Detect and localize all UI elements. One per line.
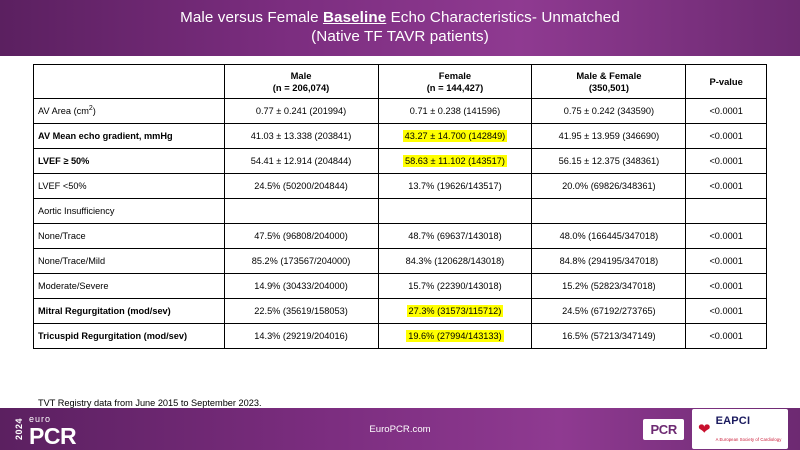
footer-website: EuroPCR.com (369, 423, 431, 435)
highlighted-value: 58.63 ± 11.102 (143517) (405, 155, 505, 166)
table-row (34, 249, 767, 274)
cell-pvalue: <0.0001 (686, 299, 767, 324)
row-label-tail: ) (92, 106, 96, 117)
table-row (34, 274, 767, 299)
row-label-superscript: 2 (88, 105, 93, 113)
table-header-row (34, 65, 767, 99)
table-container (0, 56, 800, 391)
cell-male (224, 199, 378, 224)
echo-characteristics-table (33, 64, 767, 349)
table-body (34, 99, 767, 349)
column-header-female-n: (n = 144,427) (426, 81, 484, 93)
row-label-text: AV Area (cm (38, 106, 89, 117)
cell-both: 16.5% (57213/347149) (532, 324, 686, 349)
row-label (34, 99, 225, 124)
cell-male: 47.5% (96808/204000) (224, 224, 378, 249)
cell-female (378, 149, 532, 174)
column-header-both-n: (350,501) (588, 81, 629, 93)
cell-female (378, 199, 532, 224)
column-header-male-label: Male (290, 69, 312, 81)
cell-male: 54.41 ± 12.914 (204844) (224, 149, 378, 174)
row-label: Mitral Regurgitation (mod/sev) (34, 299, 225, 324)
table-row (34, 299, 767, 324)
table-row (34, 224, 767, 249)
cell-both: 84.8% (294195/347018) (532, 249, 686, 274)
eapci-subtitle: A European Society of Cardiology (715, 437, 782, 442)
cell-male: 24.5% (50200/204844) (224, 174, 378, 199)
cell-both: 48.0% (166445/347018) (532, 224, 686, 249)
cell-male: 0.77 ± 0.241 (201994) (224, 99, 378, 124)
table-row (34, 174, 767, 199)
table-header (34, 65, 767, 99)
row-label: Aortic Insufficiency (34, 199, 225, 224)
cell-male: 41.03 ± 13.338 (203841) (224, 124, 378, 149)
cell-female: 0.71 ± 0.238 (141596) (378, 99, 532, 124)
column-header-pvalue: P-value (686, 65, 767, 99)
slide-header (0, 0, 800, 56)
cell-both: 24.5% (67192/273765) (532, 299, 686, 324)
column-header-both (532, 65, 686, 99)
cell-pvalue: <0.0001 (686, 99, 767, 124)
highlighted-value: 27.3% (31573/115712) (408, 305, 502, 316)
cell-pvalue: <0.0001 (686, 224, 767, 249)
cell-male: 14.3% (29219/204016) (224, 324, 378, 349)
cell-both: 41.95 ± 13.959 (346690) (532, 124, 686, 149)
highlighted-value: 19.6% (27994/143133) (408, 330, 502, 341)
column-header-blank (34, 65, 225, 99)
logo-pcr: PCR (29, 422, 77, 449)
title-underlined: Baseline (322, 9, 387, 26)
cell-both: 15.2% (52823/347018) (532, 274, 686, 299)
table-row (34, 324, 767, 349)
cell-pvalue: <0.0001 (686, 124, 767, 149)
column-header-female-label: Female (438, 69, 472, 81)
slide-footer (0, 408, 800, 450)
cell-pvalue (686, 199, 767, 224)
footer-badges (643, 409, 800, 449)
column-header-both-label: Male & Female (576, 69, 642, 81)
row-label: LVEF ≥ 50% (34, 149, 225, 174)
eapci-text (716, 412, 782, 446)
cell-pvalue: <0.0001 (686, 274, 767, 299)
cell-male: 85.2% (173567/204000) (224, 249, 378, 274)
heart-icon: ❤ (698, 420, 711, 438)
row-label: LVEF <50% (34, 174, 225, 199)
cell-female: 13.7% (19626/143517) (378, 174, 532, 199)
table-row (34, 99, 767, 124)
row-label: None/Trace/Mild (34, 249, 225, 274)
row-label: AV Mean echo gradient, mmHg (34, 124, 225, 149)
title-line-2: (Native TF TAVR patients) (311, 28, 489, 45)
cell-pvalue: <0.0001 (686, 149, 767, 174)
eapci-badge (692, 409, 788, 449)
title-part-1: Male versus Female (180, 9, 323, 26)
page-title (180, 8, 620, 46)
cell-both (532, 199, 686, 224)
cell-pvalue: <0.0001 (686, 324, 767, 349)
cell-pvalue: <0.0001 (686, 249, 767, 274)
cell-female: 15.7% (22390/143018) (378, 274, 532, 299)
cell-both: 56.15 ± 12.375 (348361) (532, 149, 686, 174)
cell-male: 22.5% (35619/158053) (224, 299, 378, 324)
footnote: TVT Registry data from June 2015 to September 2023. (38, 398, 262, 408)
cell-both: 0.75 ± 0.242 (343590) (532, 99, 686, 124)
column-header-female (378, 65, 532, 99)
table-row (34, 124, 767, 149)
table-row (34, 199, 767, 224)
cell-female (378, 324, 532, 349)
logo-euro: euro (29, 414, 52, 425)
cell-female: 84.3% (120628/143018) (378, 249, 532, 274)
cell-male: 14.9% (30433/204000) (224, 274, 378, 299)
eapci-name: EAPCI (715, 415, 751, 428)
cell-both: 20.0% (69826/348361) (532, 174, 686, 199)
footer-year: 2024 (14, 417, 24, 441)
title-part-2: Echo Characteristics- Unmatched (386, 9, 620, 26)
row-label: Moderate/Severe (34, 274, 225, 299)
cell-female: 48.7% (69637/143018) (378, 224, 532, 249)
cell-pvalue: <0.0001 (686, 174, 767, 199)
cell-female (378, 299, 532, 324)
row-label: Tricuspid Regurgitation (mod/sev) (34, 324, 225, 349)
highlighted-value: 43.27 ± 14.700 (142849) (404, 130, 506, 141)
cell-female (378, 124, 532, 149)
pcr-badge: PCR (643, 419, 684, 440)
column-header-male-n: (n = 206,074) (272, 81, 330, 93)
row-label: None/Trace (34, 224, 225, 249)
table-row (34, 149, 767, 174)
column-header-male (224, 65, 378, 99)
